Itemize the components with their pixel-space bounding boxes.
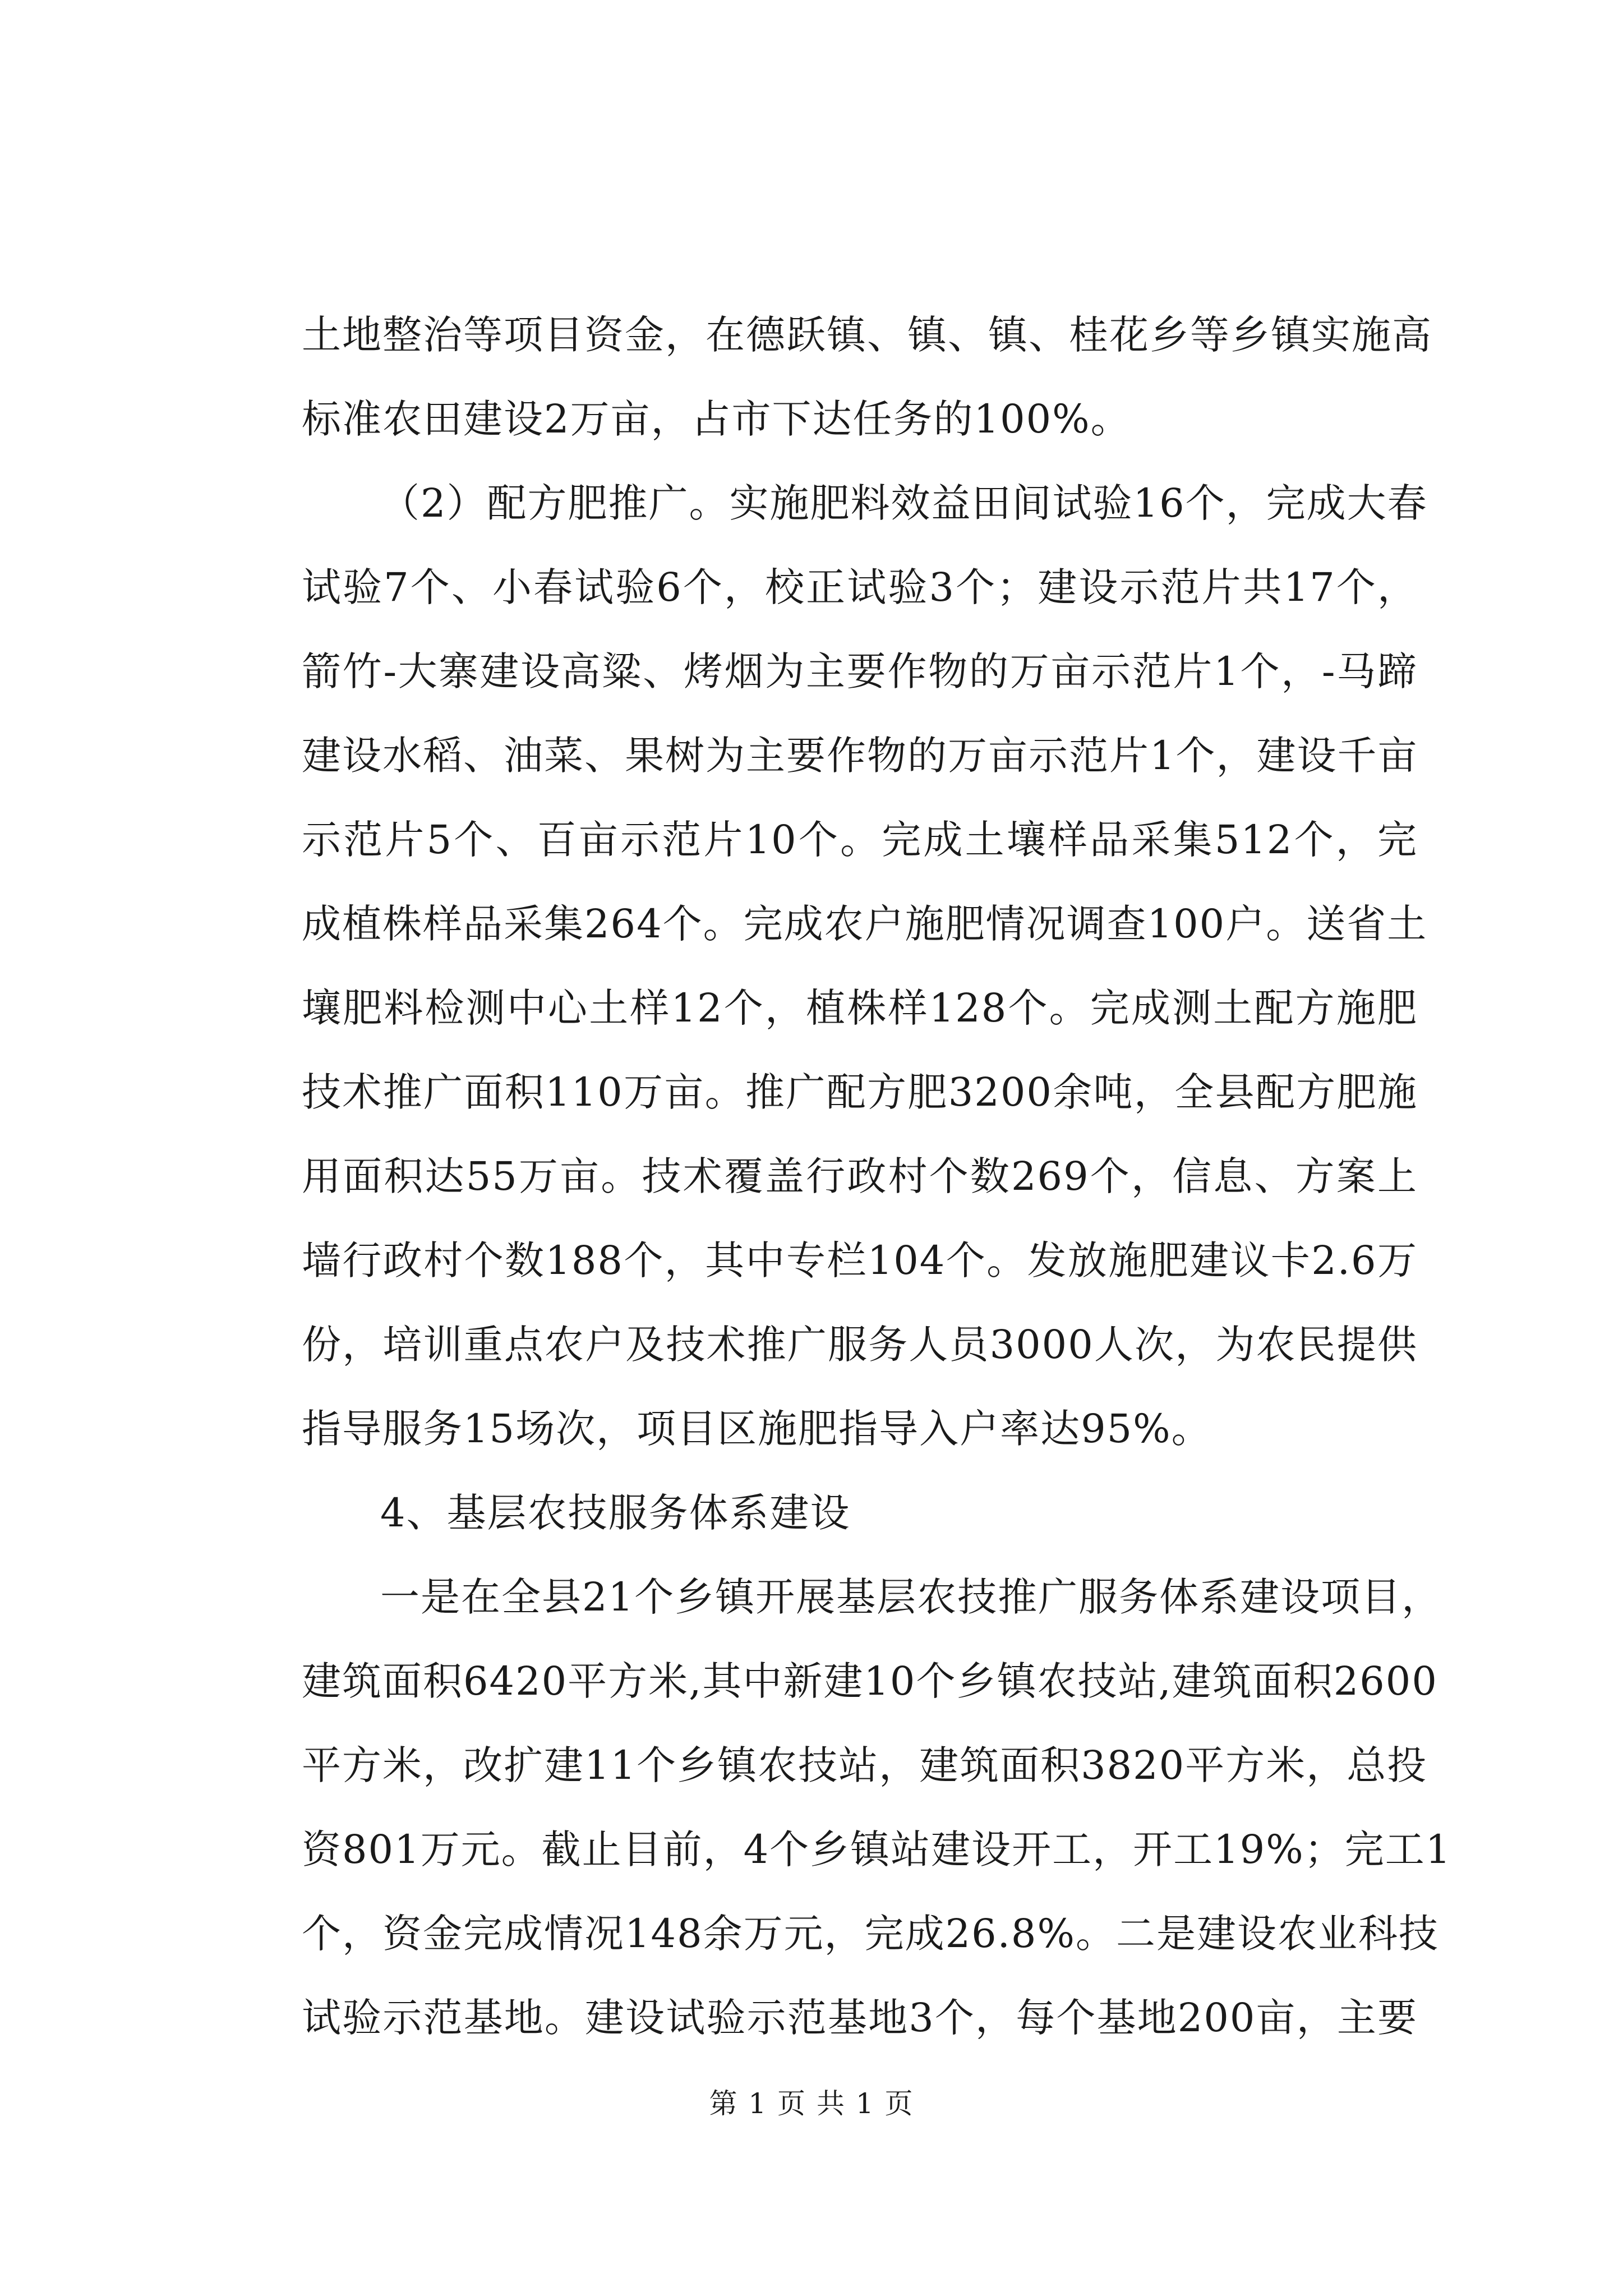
text-line: 试验7个、小春试验6个，校正试验3个；建设示范片共17个， (302, 564, 1418, 610)
text-line: 建设水稻、油菜、果树为主要作物的万亩示范片1个，建设千亩 (302, 733, 1418, 779)
text-line: （2）配方肥推广。实施肥料效益田间试验16个，完成大春 (380, 480, 1428, 526)
document-body (302, 293, 1452, 2060)
text-line: 土地整治等项目资金，在德跃镇、镇、镇、桂花乡等乡镇实施高 (302, 312, 1432, 358)
text-line: 建筑面积6420平方米,其中新建10个乡镇农技站,建筑面积2600 (302, 1658, 1438, 1704)
text-line: 墙行政村个数188个，其中专栏104个。发放施肥建议卡2.6万 (302, 1237, 1418, 1283)
text-line: 技术推广面积110万亩。推广配方肥3200余吨，全县配方肥施 (302, 1069, 1418, 1115)
text-line: 用面积达55万亩。技术覆盖行政村个数269个，信息、方案上 (302, 1153, 1418, 1199)
page-footer: 第 1 页 共 1 页 (709, 2087, 914, 2120)
text-line: 4、基层农技服务体系建设 (380, 1490, 851, 1536)
text-line: 一是在全县21个乡镇开展基层农技推广服务体系建设项目， (380, 1574, 1442, 1620)
text-line: 平方米，改扩建11个乡镇农技站，建筑面积3820平方米，总投 (302, 1742, 1428, 1788)
text-line: 标准农田建设2万亩，占市下达任务的100%。 (302, 396, 1131, 442)
text-line: 资801万元。截止目前，4个乡镇站建设开工，开工19%；完工1 (302, 1826, 1452, 1872)
text-line: 份，培训重点农户及技术推广服务人员3000人次，为农民提供 (302, 1322, 1418, 1368)
text-line: 箭竹-大寨建设高粱、烤烟为主要作物的万亩示范片1个，-马蹄 (302, 648, 1418, 694)
text-line: 试验示范基地。建设试验示范基地3个，每个基地200亩，主要 (302, 1995, 1418, 2041)
text-line: 个，资金完成情况148余万元，完成26.8%。二是建设农业科技 (302, 1911, 1439, 1957)
text-line: 指导服务15场次，项目区施肥指导入户率达95%。 (302, 1406, 1212, 1452)
text-line: 成植株样品采集264个。完成农户施肥情况调查100户。送省土 (302, 901, 1428, 947)
text-line: 示范片5个、百亩示范片10个。完成土壤样品采集512个，完 (302, 817, 1418, 863)
text-line: 壤肥料检测中心土样12个，植株样128个。完成测土配方施肥 (302, 985, 1418, 1031)
